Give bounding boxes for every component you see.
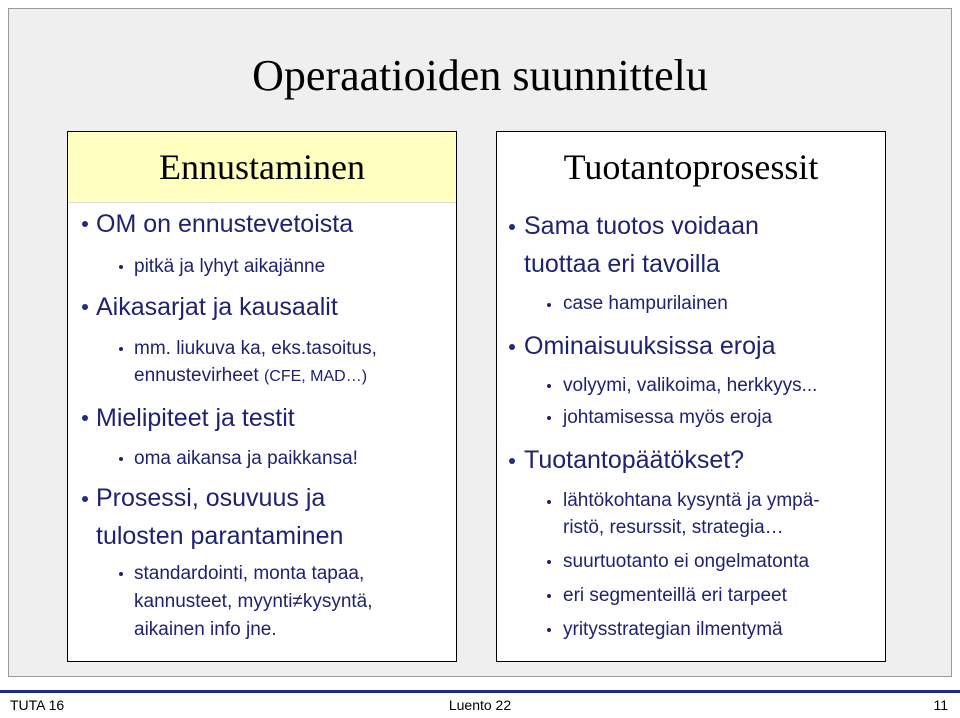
bullet-icon — [82, 221, 88, 227]
left-item-8: tulosten parantaminen — [96, 522, 344, 550]
sub-bullet-icon — [547, 560, 551, 564]
left-item-5: Mielipiteet ja testit — [96, 404, 295, 432]
sub-bullet-icon — [119, 347, 123, 351]
bullet-icon — [509, 224, 515, 230]
sub-bullet-icon — [547, 384, 551, 388]
footer-divider — [0, 690, 960, 693]
bullet-icon — [509, 344, 515, 350]
left-box-heading: Ennustaminen — [68, 132, 456, 203]
left-item-10: kannusteet, myynti≠kysyntä, — [134, 591, 373, 612]
sub-bullet-icon — [119, 457, 123, 461]
bullet-icon — [82, 496, 88, 502]
sub-bullet-icon — [547, 594, 551, 598]
right-item-2: case hampurilainen — [563, 293, 728, 314]
left-item-0: OM on ennustevetoista — [96, 210, 354, 238]
left-item-4 — [134, 362, 367, 390]
bullet-icon — [82, 415, 88, 421]
sub-bullet-icon — [547, 303, 551, 307]
sub-bullet-icon — [547, 500, 551, 504]
right-item-4: volyymi, valikoima, herkkyys... — [563, 375, 818, 396]
slide-title: Operaatioiden suunnittelu — [252, 51, 708, 100]
sub-bullet-icon — [547, 416, 551, 420]
right-item-8: ristö, resurssit, strategia… — [563, 517, 784, 538]
left-item-4-text: ennustevirheet — [134, 365, 259, 386]
right-item-7: lähtökohtana kysyntä ja ympä- — [563, 490, 820, 511]
sub-bullet-icon — [547, 628, 551, 632]
right-item-0: Sama tuotos voidaan — [524, 212, 759, 240]
left-item-3: mm. liukuva ka, eks.tasoitus, — [134, 338, 377, 359]
bullet-icon — [509, 458, 515, 464]
footer-lecture: Luento 22 — [448, 697, 512, 713]
left-item-2: Aikasarjat ja kausaalit — [96, 293, 338, 321]
right-item-9: suurtuotanto ei ongelmatonta — [563, 551, 810, 572]
right-box-heading: Tuotantoprosessit — [563, 147, 819, 187]
left-item-4-paren: (CFE, MAD…) — [263, 368, 368, 385]
footer-page-number: 11 — [933, 697, 948, 713]
left-item-9: standardointi, monta tapaa, — [134, 563, 365, 584]
right-item-1: tuottaa eri tavoilla — [524, 250, 720, 278]
left-item-6: oma aikansa ja paikkansa! — [134, 448, 358, 469]
sub-bullet-icon — [119, 265, 123, 269]
right-item-6: Tuotantopäätökset? — [524, 446, 745, 474]
left-item-7: Prosessi, osuvuus ja — [96, 484, 326, 512]
right-item-5: johtamisessa myös eroja — [563, 407, 773, 428]
right-item-10: eri segmenteillä eri tarpeet — [563, 585, 787, 606]
bullet-icon — [82, 304, 88, 310]
right-content-box — [496, 131, 886, 662]
right-item-11: yritysstrategian ilmentymä — [563, 619, 783, 640]
sub-bullet-icon — [119, 572, 123, 576]
footer-course: TUTA 16 — [10, 697, 65, 713]
left-item-11: aikainen info jne. — [134, 619, 277, 640]
left-content-box — [67, 131, 457, 662]
left-item-1: pitkä ja lyhyt aikajänne — [134, 256, 326, 277]
right-item-3: Ominaisuuksissa eroja — [524, 332, 776, 360]
